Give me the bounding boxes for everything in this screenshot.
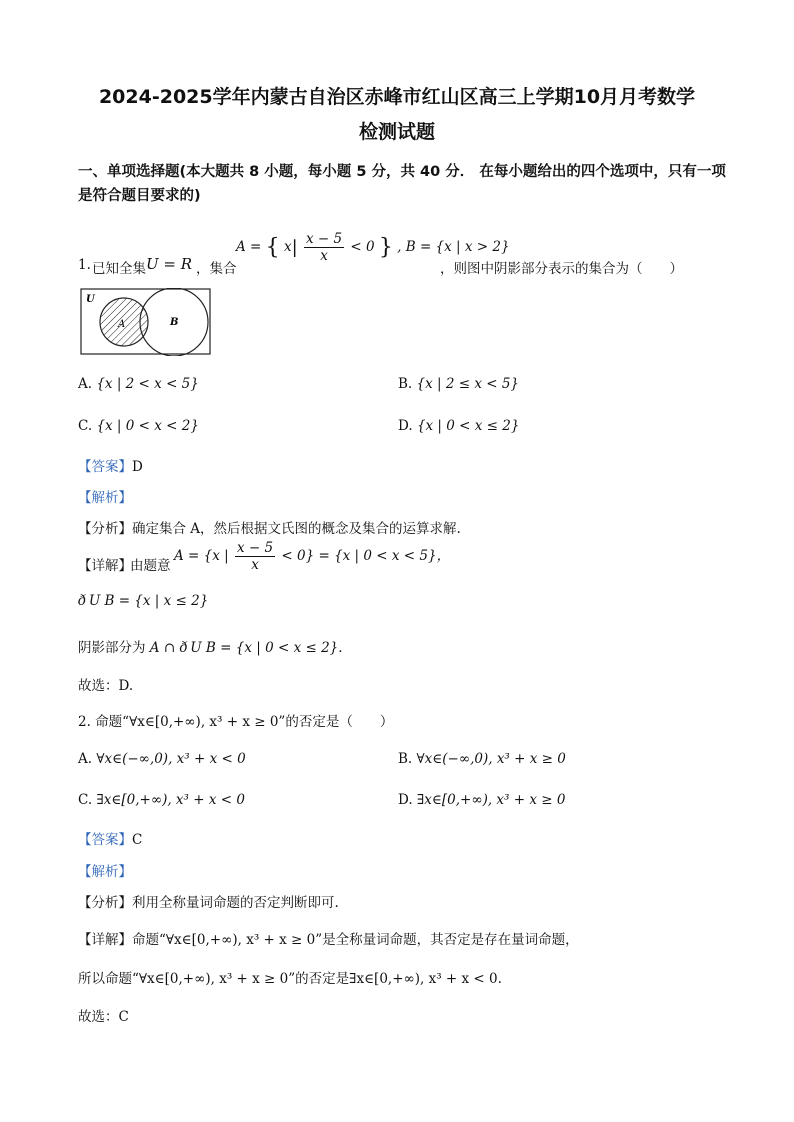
venn-b-label: B bbox=[170, 317, 179, 328]
q1-option-d: D. {x | 0 < x ≤ 2} bbox=[398, 418, 520, 434]
q1-analysis-tag: 【解析】 bbox=[78, 490, 132, 506]
q2-option-d: D. ∃x∈[0,+∞), x³ + x ≥ 0 bbox=[398, 792, 566, 808]
q1-set-b: , B = {x | x > 2} bbox=[397, 239, 510, 255]
q1-option-c: C. {x | 0 < x < 2} bbox=[78, 418, 199, 434]
q1-complement: ð U B = {x | x ≤ 2} bbox=[78, 593, 209, 609]
q1-set-a-den: x bbox=[320, 248, 328, 264]
q2-option-a: A. ∀x∈(−∞,0), x³ + x < 0 bbox=[78, 751, 246, 767]
q1-set-a: A = { x| $\frac{x - 5}{x}$ < 0 } , B = {x | x > 2} bbox=[236, 231, 510, 264]
q2-fenxi: 【分析】利用全称量词命题的否定判断即可. bbox=[78, 895, 339, 911]
doc-title-line2: 检测试题 bbox=[358, 121, 435, 143]
q1-venn-diagram bbox=[80, 288, 212, 356]
q1-number: 1. bbox=[78, 257, 91, 273]
q2-analysis-tag: 【解析】 bbox=[78, 864, 132, 880]
q1-set-a-num: x − 5 bbox=[305, 231, 343, 247]
q1-shaded: 阴影部分为 A ∩ ð U B = {x | 0 < x ≤ 2}. bbox=[78, 640, 343, 656]
q1-stem-c: ，则图中阴影部分表示的集合为（ ） bbox=[440, 261, 683, 277]
q1-set-a-right: < 0 bbox=[350, 239, 375, 255]
q2-xiangjie: 【详解】命题“∀x∈[0,+∞), x³ + x ≥ 0”是全称量词命题，其否定是存在量词命题， bbox=[78, 932, 579, 948]
doc-title-line1: 2024-2025学年内蒙古自治区赤峰市红山区高三上学期10月月考数学 bbox=[98, 86, 696, 108]
q1-option-a: A. {x | 2 < x < 5} bbox=[78, 376, 199, 392]
venn-a-label: A bbox=[118, 319, 126, 330]
q2-option-b: B. ∀x∈(−∞,0), x³ + x ≥ 0 bbox=[398, 751, 566, 767]
section-heading: 一、单项选择题(本大题共 8 小题，每小题 5 分，共 40 分． 在每小题给出的四个选项中，只有一项是符合题目要求的) bbox=[78, 164, 726, 204]
q1-fenxi: 【分析】确定集合 A，然后根据文氏图的概念及集合的运算求解. bbox=[78, 521, 461, 537]
q2-answer: 【答案】C bbox=[78, 832, 143, 848]
q1-conclusion: 故选：D. bbox=[78, 678, 134, 694]
q1-universe: U = R bbox=[146, 255, 193, 273]
q2-conclusion: 故选：C bbox=[78, 1009, 129, 1025]
q1-answer: 【答案】D bbox=[78, 459, 143, 475]
venn-u-label: U bbox=[86, 294, 95, 305]
q1-stem-a: 已知全集 bbox=[92, 261, 146, 277]
q1-stem-b: ，集合 bbox=[196, 261, 237, 277]
q2-xiangjie2: 所以命题“∀x∈[0,+∞), x³ + x ≥ 0”的否定是∃x∈[0,+∞), x³ + x < 0. bbox=[78, 971, 502, 987]
q2-stem: 2. 命题“∀x∈[0,+∞), x³ + x ≥ 0”的否定是（ ） bbox=[78, 714, 394, 730]
q1-option-b: B. {x | 2 ≤ x < 5} bbox=[398, 376, 520, 392]
q1-set-a-left: A = bbox=[236, 239, 262, 255]
q2-option-c: C. ∃x∈[0,+∞), x³ + x < 0 bbox=[78, 792, 245, 808]
